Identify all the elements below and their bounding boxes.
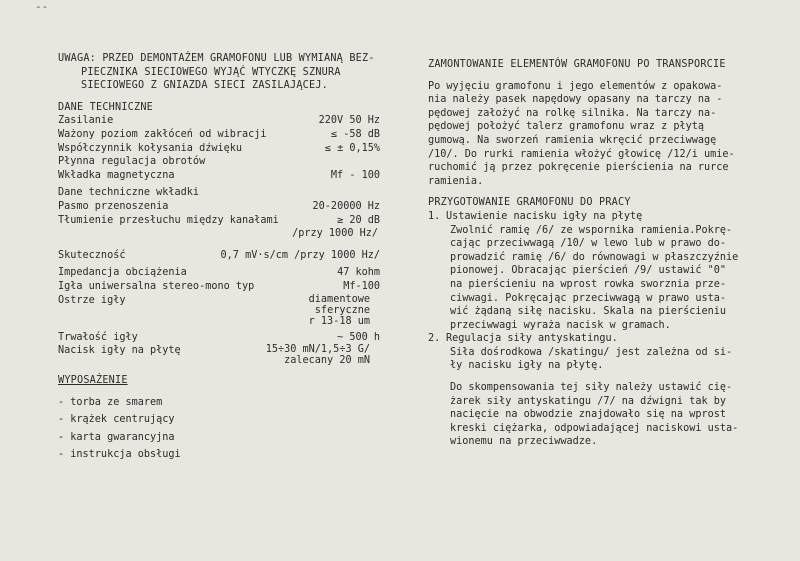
tip-label: Ostrze igły: [58, 294, 126, 306]
text-line: kreski ciężarka, odpowiadającej naciskowi usta-: [450, 422, 739, 434]
equipment-item: - torba ze smarem: [58, 396, 163, 408]
efficiency-value: 0,7 mV·s/cm /przy 1000 Hz/: [220, 249, 380, 261]
text-line: pędowej położyć talerz gramofonu wraz z płytą: [428, 121, 705, 133]
durability-row: [58, 331, 398, 345]
tip-value-line: diamentowe: [308, 293, 370, 305]
spec-value: Mf-100: [343, 280, 380, 292]
corner-mark: --: [35, 0, 49, 13]
spec-row: [58, 214, 398, 228]
equipment-item: - instrukcja obsługi: [58, 449, 181, 461]
text-line: cając przeciwwagą /10/ w lewo lub w prawo do-: [450, 238, 727, 250]
text-line: żarek siły antyskatingu /7/ na dźwigni tak by: [450, 395, 727, 407]
spec-row: [58, 128, 398, 142]
tip-row: [58, 294, 398, 327]
spec-label: Igła uniwersalna stereo-mono typ: [58, 280, 255, 292]
pressure-value-line: zalecany 20 mN: [284, 355, 370, 367]
spec-label: Płynna regulacja obrotów: [58, 156, 206, 168]
text-line: ciwwagi. Pokręcając przeciwwagą w prawo usta-: [450, 292, 727, 304]
tip-value-line: r 13-18 um: [308, 315, 370, 327]
install-paragraph: [428, 80, 780, 189]
pressure-row: [58, 344, 398, 366]
step-number: 1.: [428, 210, 441, 222]
text-line: pionowej. Obracając pierścień /9/ ustawić "0": [450, 265, 727, 277]
spec-row: [58, 155, 398, 169]
spec-label: Wkładka magnetyczna: [58, 169, 175, 181]
spec-value: 47 kohm: [337, 267, 380, 279]
spec-row: [58, 200, 398, 214]
prep-heading: PRZYGOTOWANIE GRAMOFONU DO PRACY: [428, 197, 631, 209]
pressure-label: Nacisk igły na płytę: [58, 345, 181, 357]
equipment-heading: WYPOSAŻENIE: [58, 375, 128, 387]
step-2: [428, 332, 780, 346]
text-line: na pierścieniu na wprost rowka sworznia prze-: [450, 278, 727, 290]
spec-note: /przy 1000 Hz/: [292, 228, 378, 240]
text-line: gumową. Na sworzeń ramienia wkręcić przeciwwagę: [428, 134, 717, 146]
spec-value: [380, 155, 398, 169]
right-column: [428, 58, 780, 449]
step-2-text: [428, 346, 780, 449]
step-title: Ustawienie nacisku igły na płytę: [446, 210, 643, 222]
spec-row: [58, 169, 398, 183]
text-line: Do skompensowania tej siły należy ustawić cię-: [450, 382, 733, 394]
spec-value: 20-20000 Hz: [312, 200, 380, 212]
spec-row: [58, 114, 398, 128]
install-heading: ZAMONTOWANIE ELEMENTÓW GRAMOFONU PO TRANSPORCIE: [428, 59, 726, 70]
text-line: wionemu na przeciwwadze.: [450, 436, 598, 448]
spec-value: ≤ ± 0,15%: [324, 142, 380, 154]
text-line: przeciwwagi wyraża nacisk w gramach.: [450, 319, 671, 331]
spec-label: Tłumienie przesłuchu między kanałami: [58, 214, 279, 226]
warning-block: [58, 52, 398, 93]
text-line: Po wyjęciu gramofonu i jego elementów z opakowa-: [428, 80, 723, 92]
durability-value: ~ 500 h: [337, 331, 380, 343]
durability-label: Trwałość igły: [58, 331, 138, 343]
spec-label: Ważony poziom zakłóceń od wibracji: [58, 128, 267, 140]
spec-label: Impedancja obciążenia: [58, 267, 187, 279]
text-line: wić żądaną siłę nacisku. Skala na pierścieniu: [450, 306, 727, 318]
efficiency-row: [58, 249, 398, 263]
spec-value: ≥ 20 dB: [337, 214, 380, 226]
spec-value: 220V 50 Hz: [318, 115, 380, 127]
equipment-item: - karta gwarancyjna: [58, 431, 175, 443]
spec-value: ≤ -58 dB: [330, 128, 380, 140]
warning-line: SIECIOWEGO Z GNIAZDA SIECI ZASILAJĄCEJ.: [81, 80, 329, 92]
text-line: nacięcie na obwodzie znajdowało się na wprost: [450, 409, 727, 421]
text-line: ruchomić ją przez pokręcenie pierścienia na rurce: [428, 162, 729, 174]
cartridge-heading: Dane techniczne wkładki: [58, 187, 200, 199]
step-1: [428, 210, 780, 224]
pressure-value: [266, 344, 398, 366]
text-line: Zwolnić ramię /6/ ze wspornika ramienia.Pokrę-: [450, 224, 733, 236]
step-number: 2.: [428, 333, 441, 345]
spec-label: Współczynnik kołysania dźwięku: [58, 142, 243, 154]
tip-value: [309, 294, 398, 327]
tip-value-line: sferyczne: [314, 304, 370, 316]
step-title: Regulacja siły antyskatingu.: [446, 333, 618, 345]
text-line: ramienia.: [428, 175, 484, 187]
spec-row: [58, 142, 398, 156]
text-line: ły nacisku igły na płytę.: [450, 360, 604, 372]
warning-line: UWAGA: PRZED DEMONTAŻEM GRAMOFONU LUB WYMIANĄ BEZ-: [58, 53, 375, 64]
spec-label: Pasmo przenoszenia: [58, 200, 169, 212]
warning-line: PIECZNIKA SIECIOWEGO WYJĄĆ WTYCZKĘ SZNURA: [81, 66, 341, 78]
spec-row: [58, 266, 398, 280]
spec-row: [58, 280, 398, 294]
equipment-item: - krążek centrujący: [58, 414, 175, 426]
text-line: pędowej założyć na rolkę silnika. Na tarczy na-: [428, 107, 717, 119]
text-line: prowadzić ramię /6/ do równowagi w płaszczyźnie: [450, 251, 739, 263]
step-1-text: [428, 224, 780, 333]
pressure-value-line: 15÷30 mN/1,5÷3 G/: [265, 344, 370, 356]
text-line: Siła dośrodkowa /skatingu/ jest zależna od si-: [450, 346, 733, 358]
text-line: nia należy pasek napędowy opasany na tarczy na -: [428, 94, 723, 106]
spec-value: Mf - 100: [330, 169, 380, 181]
tech-heading: DANE TECHNICZNE: [58, 101, 154, 113]
text-line: /10/. Do rurki ramienia włożyć głowicę /12/i umie-: [428, 148, 735, 160]
efficiency-label: Skuteczność: [58, 249, 126, 261]
spec-label: Zasilanie: [58, 115, 114, 127]
left-column: [58, 52, 398, 462]
